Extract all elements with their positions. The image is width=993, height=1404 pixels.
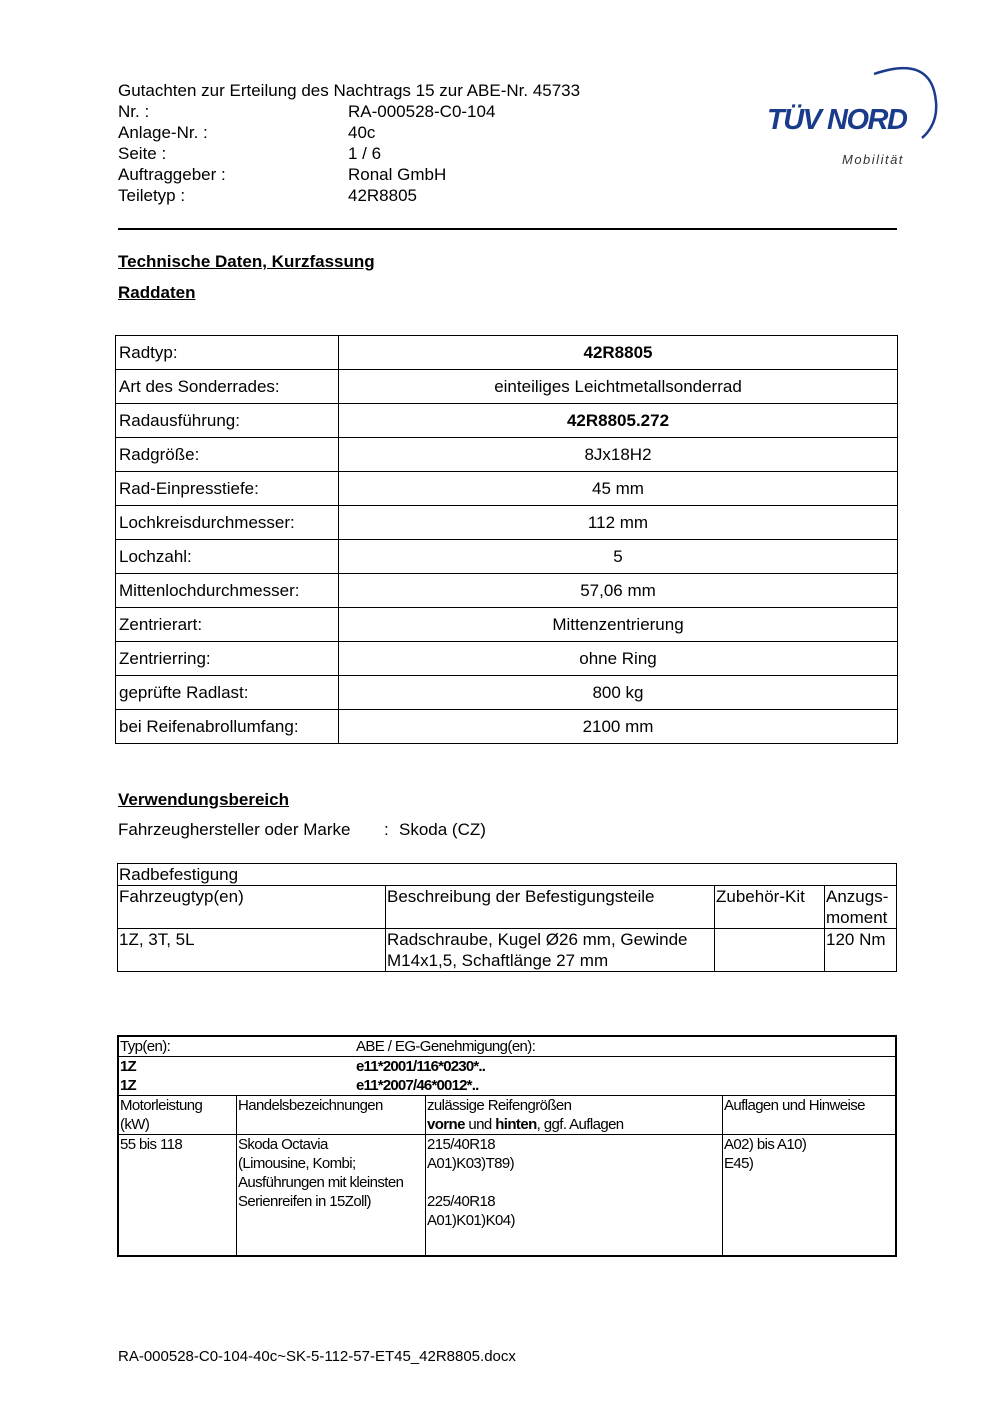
cell-line: 215/40R18 bbox=[427, 1136, 495, 1153]
marke-colon: : bbox=[384, 820, 389, 839]
header-label: Auftraggeber : bbox=[118, 165, 226, 184]
row-value: 8Jx18H2 bbox=[339, 438, 898, 472]
abe-header: ABE / EG-Genehmigung(en): bbox=[356, 1038, 536, 1055]
approval-number: e11*2007/46*0012*.. bbox=[356, 1077, 479, 1094]
header-value: 40c bbox=[348, 123, 376, 142]
row-label: Radgröße: bbox=[116, 438, 339, 472]
row-label: Radtyp: bbox=[116, 336, 339, 370]
row-value: ohne Ring bbox=[339, 642, 898, 676]
document-title: Gutachten zur Erteilung des Nachtrags 15 zur ABE-Nr. 45733 bbox=[118, 81, 581, 100]
row-value: 42R8805 bbox=[339, 336, 898, 370]
cell-moment: 120 Nm bbox=[825, 929, 897, 972]
table-row bbox=[116, 540, 898, 574]
typen-header bbox=[118, 1036, 896, 1057]
header-vorne: vorne bbox=[427, 1116, 465, 1133]
tuev-nord-logo bbox=[762, 58, 942, 173]
cell-handelsbezeichnung bbox=[237, 1135, 426, 1257]
cell-line bbox=[427, 1173, 721, 1192]
header-row-teiletyp bbox=[118, 185, 580, 206]
row-value: 45 mm bbox=[339, 472, 898, 506]
table-row bbox=[116, 642, 898, 676]
logo-brand: TÜV NORD bbox=[767, 104, 907, 136]
row-label: Radausführung: bbox=[116, 404, 339, 438]
marke-label: Fahrzeughersteller oder Marke bbox=[118, 820, 351, 839]
table-row bbox=[116, 574, 898, 608]
cell-beschreibung bbox=[386, 929, 715, 972]
row-value: 2100 mm bbox=[339, 710, 898, 744]
table-row bbox=[116, 438, 898, 472]
col-header-moment: moment bbox=[826, 908, 888, 927]
row-value: 800 kg bbox=[339, 676, 898, 710]
col-header-anzugsmoment bbox=[825, 886, 897, 929]
radbefestigung-table bbox=[117, 863, 897, 972]
approval-typ: 1Z bbox=[120, 1077, 136, 1094]
approval-row bbox=[120, 1057, 894, 1076]
cell-line: 225/40R18 bbox=[427, 1193, 495, 1210]
header-value: RA-000528-C0-104 bbox=[348, 102, 496, 121]
row-label: Mittenlochdurchmesser: bbox=[116, 574, 339, 608]
col-header-handelsbezeichnungen: Handelsbezeichnungen bbox=[237, 1096, 426, 1135]
col-header-auflagen: Auflagen und Hinweise bbox=[723, 1096, 897, 1135]
row-value: Mittenzentrierung bbox=[339, 608, 898, 642]
typ-header: Typ(en): bbox=[120, 1038, 171, 1055]
header-value: Ronal GmbH bbox=[348, 165, 447, 184]
table-row bbox=[118, 864, 897, 886]
header-label: Seite : bbox=[118, 144, 167, 163]
header-line bbox=[427, 1115, 721, 1134]
header-row-seite bbox=[118, 143, 580, 164]
table-row bbox=[118, 1036, 896, 1057]
header-rest: , ggf. Auflagen bbox=[536, 1116, 624, 1133]
col-header-anzugs: Anzugs- bbox=[826, 887, 889, 906]
cell-line: A02) bis A10) bbox=[724, 1136, 807, 1153]
cell-line: Ausführungen mit kleinsten bbox=[238, 1174, 404, 1191]
document-header bbox=[118, 80, 580, 206]
approval-row bbox=[120, 1076, 894, 1095]
col-header-zubehoer: Zubehör-Kit bbox=[715, 886, 825, 929]
header-line: zulässige Reifengrößen bbox=[427, 1097, 572, 1114]
row-label: bei Reifenabrollumfang: bbox=[116, 710, 339, 744]
header-line: Motorleistung bbox=[120, 1097, 203, 1114]
section-heading-raddaten: Raddaten bbox=[118, 283, 196, 302]
header-row-nr bbox=[118, 101, 580, 122]
table-row bbox=[116, 608, 898, 642]
table-row bbox=[116, 336, 898, 370]
table-row bbox=[116, 710, 898, 744]
row-label: Rad-Einpresstiefe: bbox=[116, 472, 339, 506]
row-value: 42R8805.272 bbox=[339, 404, 898, 438]
row-value: 57,06 mm bbox=[339, 574, 898, 608]
row-value: einteiliges Leichtmetallsonderrad bbox=[339, 370, 898, 404]
cell-fahrzeugtyp: 1Z, 3T, 5L bbox=[118, 929, 386, 972]
header-divider bbox=[118, 228, 897, 230]
table-header-row bbox=[118, 1096, 896, 1135]
table-row bbox=[118, 929, 897, 972]
row-label: geprüfte Radlast: bbox=[116, 676, 339, 710]
header-label: Anlage-Nr. : bbox=[118, 123, 208, 142]
cell-reifengroessen bbox=[426, 1135, 723, 1257]
row-value: 5 bbox=[339, 540, 898, 574]
table-row bbox=[118, 1057, 896, 1096]
approval-typ: 1Z bbox=[120, 1058, 136, 1075]
fahrzeughersteller-line bbox=[118, 820, 486, 840]
cell-line: Serienreifen in 15Zoll) bbox=[238, 1193, 371, 1210]
col-header-motorleistung bbox=[118, 1096, 237, 1135]
marke-value: Skoda (CZ) bbox=[399, 820, 486, 839]
row-label: Art des Sonderrades: bbox=[116, 370, 339, 404]
table-row bbox=[116, 370, 898, 404]
header-line: (kW) bbox=[120, 1116, 150, 1133]
row-label: Zentrierring: bbox=[116, 642, 339, 676]
cell-line: A01)K01)K04) bbox=[427, 1212, 515, 1229]
cell-motorleistung: 55 bis 118 bbox=[118, 1135, 237, 1257]
header-und: und bbox=[464, 1116, 496, 1133]
header-label: Nr. : bbox=[118, 102, 150, 121]
section-heading-tech: Technische Daten, Kurzfassung bbox=[118, 252, 375, 271]
header-label: Teiletyp : bbox=[118, 186, 186, 205]
approval-number: e11*2001/116*0230*.. bbox=[356, 1058, 486, 1075]
table-row bbox=[118, 1135, 896, 1257]
cell-line: (Limousine, Kombi; bbox=[238, 1155, 356, 1172]
footer-filename: RA-000528-C0-104-40c~SK-5-112-57-ET45_42R8805.docx bbox=[118, 1348, 516, 1365]
radbefestigung-title: Radbefestigung bbox=[118, 864, 897, 886]
header-value: 1 / 6 bbox=[348, 144, 382, 163]
beschreibung-line: Radschraube, Kugel Ø26 mm, Gewinde bbox=[387, 930, 688, 949]
cell-line: A01)K03)T89) bbox=[427, 1155, 515, 1172]
raddaten-table bbox=[115, 335, 898, 744]
section-heading-verwendung: Verwendungsbereich bbox=[118, 790, 289, 809]
col-header-reifengroessen bbox=[426, 1096, 723, 1135]
row-label: Zentrierart: bbox=[116, 608, 339, 642]
typen-approvals bbox=[118, 1057, 896, 1096]
cell-line: Skoda Octavia bbox=[238, 1136, 328, 1153]
table-row bbox=[116, 404, 898, 438]
table-header-row bbox=[118, 886, 897, 929]
header-row-auftraggeber bbox=[118, 164, 580, 185]
header-row-anlage bbox=[118, 122, 580, 143]
table-row bbox=[116, 676, 898, 710]
cell-line: E45) bbox=[724, 1155, 754, 1172]
table-row bbox=[116, 472, 898, 506]
col-header-beschreibung: Beschreibung der Befestigungsteile bbox=[386, 886, 715, 929]
header-hinten: hinten bbox=[495, 1116, 537, 1133]
typen-table bbox=[117, 1035, 897, 1257]
table-row bbox=[116, 506, 898, 540]
row-label: Lochzahl: bbox=[116, 540, 339, 574]
row-label: Lochkreisdurchmesser: bbox=[116, 506, 339, 540]
cell-auflagen bbox=[723, 1135, 897, 1257]
beschreibung-line: M14x1,5, Schaftlänge 27 mm bbox=[387, 951, 609, 970]
row-value: 112 mm bbox=[339, 506, 898, 540]
cell-zubehoer bbox=[715, 929, 825, 972]
col-header-fahrzeugtyp: Fahrzeugtyp(en) bbox=[118, 886, 386, 929]
logo-subtitle: Mobilität bbox=[842, 152, 904, 167]
header-value: 42R8805 bbox=[348, 186, 418, 205]
